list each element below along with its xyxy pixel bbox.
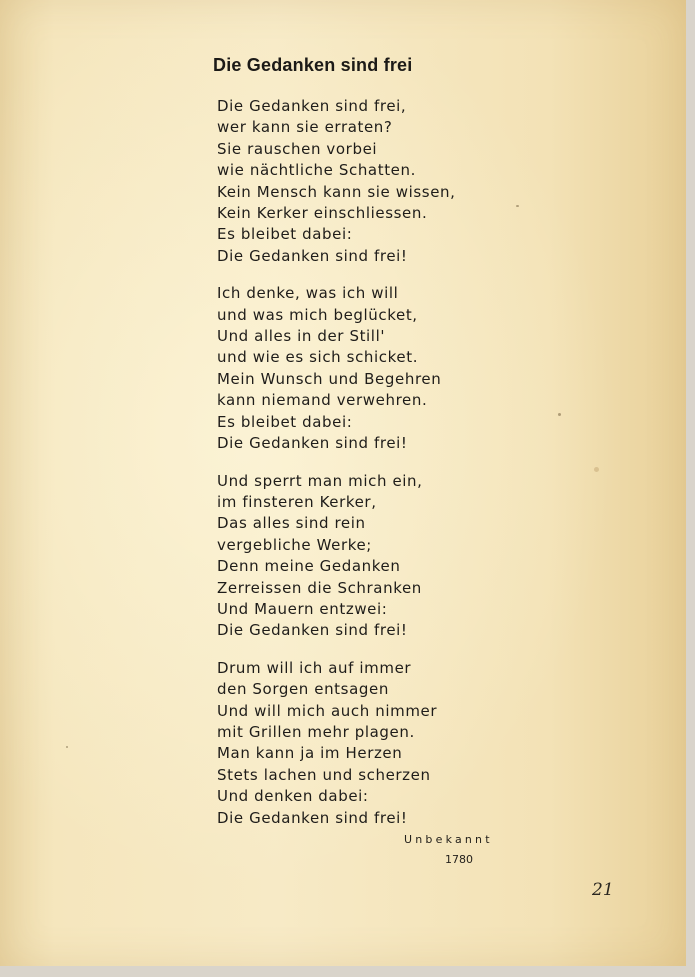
poem-title: Die Gedanken sind frei <box>213 55 413 75</box>
page-number: 21 <box>592 880 614 900</box>
paper-speck <box>516 205 519 207</box>
poem-line: Und alles in der Still' <box>217 327 386 346</box>
poem-line: Kein Kerker einschliessen. <box>217 204 428 223</box>
poem-line: den Sorgen entsagen <box>217 680 389 699</box>
paper-speck <box>66 746 68 748</box>
poem-line: Die Gedanken sind frei! <box>217 434 408 453</box>
stanza-2 <box>217 283 537 454</box>
poem-line: Zerreissen die Schranken <box>217 578 422 597</box>
poem-line: Kein Mensch kann sie wissen, <box>217 182 456 201</box>
poem-line: Die Gedanken sind frei! <box>217 621 408 640</box>
poem-body <box>217 96 537 845</box>
poem-line: Und sperrt man mich ein, <box>217 471 423 490</box>
paper-speck <box>558 413 561 416</box>
poem-line: Stets lachen und scherzen <box>217 765 431 784</box>
poem-line: Ich denke, was ich will <box>217 284 399 303</box>
poem-line: und was mich beglücket, <box>217 305 418 324</box>
poem-line: Die Gedanken sind frei, <box>217 97 407 115</box>
poem-line: Mein Wunsch und Begehren <box>217 369 442 388</box>
poem-line: Sie rauschen vorbei <box>217 139 378 158</box>
poem-line: Drum will ich auf immer <box>217 658 412 677</box>
poem-line: Es bleibet dabei: <box>217 412 353 431</box>
poem-line: vergebliche Werke; <box>217 535 372 554</box>
poem-line: Und denken dabei: <box>217 787 369 806</box>
year-label: 1780 <box>445 853 473 866</box>
poem-line: Die Gedanken sind frei! <box>217 808 408 827</box>
poem-line: Es bleibet dabei: <box>217 225 353 244</box>
poem-line: wie nächtliche Schatten. <box>217 161 416 180</box>
author-credit: Unbekannt <box>404 833 493 846</box>
stanza-4 <box>217 658 537 829</box>
poem-line: Und Mauern entzwei: <box>217 599 388 618</box>
poem-line: Denn meine Gedanken <box>217 557 401 576</box>
paper-speck <box>594 467 599 472</box>
stanza-3 <box>217 471 537 642</box>
poem-line: Die Gedanken sind frei! <box>217 246 408 265</box>
poem-line: und wie es sich schicket. <box>217 348 419 367</box>
poem-line: wer kann sie erraten? <box>217 118 393 137</box>
poem-line: Man kann ja im Herzen <box>217 744 403 763</box>
poem-line: Das alles sind rein <box>217 514 366 533</box>
poem-line: im finsteren Kerker, <box>217 492 377 511</box>
poem-line: Und will mich auch nimmer <box>217 701 438 720</box>
poem-line: mit Grillen mehr plagen. <box>217 722 415 741</box>
poem-line: kann niemand verwehren. <box>217 391 428 410</box>
stanza-1 <box>217 96 537 267</box>
